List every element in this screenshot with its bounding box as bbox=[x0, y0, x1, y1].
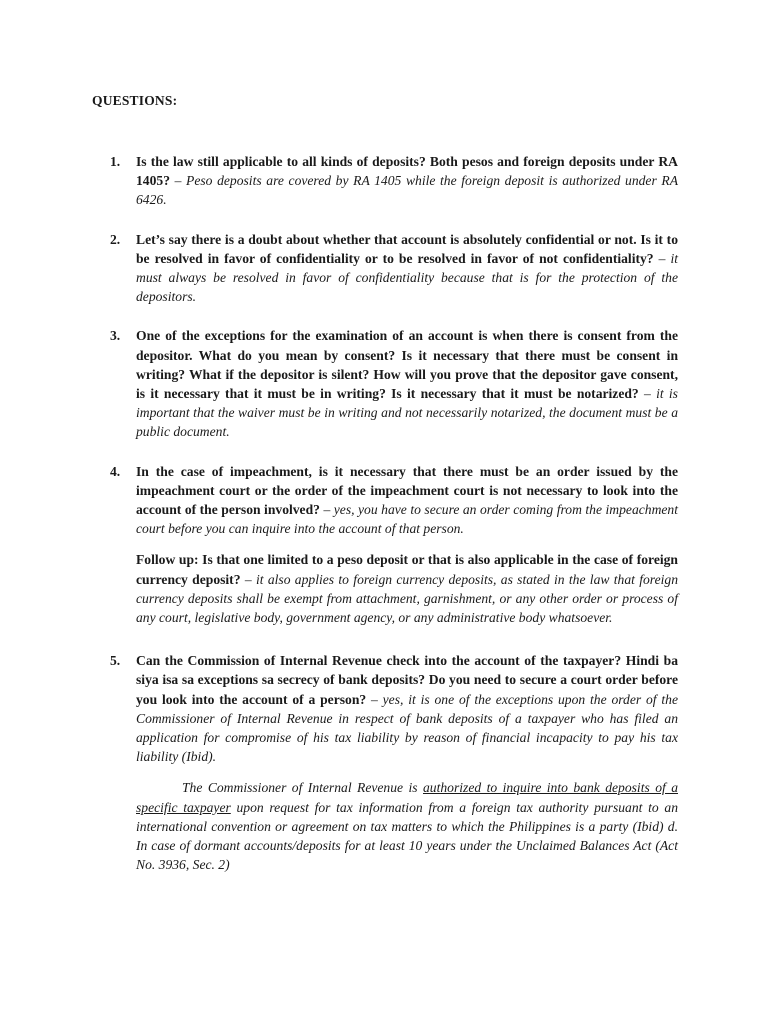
questions-list bbox=[110, 152, 678, 875]
question-text: In the case of impeachment, is it necessary that there must be an order issued by the impeachment court or the order of the impeachment court is not necessary to look into the account of the person involved? bbox=[136, 463, 678, 518]
paragraph-lead: The Commissioner of Internal Revenue is bbox=[182, 780, 423, 796]
question-number: 4. bbox=[110, 463, 121, 479]
question-text: One of the exceptions for the examination of an account is when there is consent from the depositor. What do you mean by consent? Is it necessary that there must be consent in writing? What if the depositor is silent? How will you prove that the depositor gave consent, is it necessary that it must be in writing? Is it necessary that it must be notarized? bbox=[136, 328, 678, 402]
question-number: 5. bbox=[110, 653, 121, 669]
question-number: 3. bbox=[110, 328, 121, 344]
paragraph-rest: upon request for tax information from a foreign tax authority pursuant to an international convention or agreement on tax matters to which the Philippines is a party (Ibid) d. In case of dormant accounts/deposits for at least 10 years under the Unclaimed Balances Act (Act No. 3936, Sec. 2) bbox=[136, 799, 678, 873]
question-item-5 bbox=[110, 651, 678, 874]
question-number: 2. bbox=[110, 231, 121, 247]
question-item-1 bbox=[110, 152, 678, 210]
question-item-3 bbox=[110, 326, 678, 441]
answer-text: – Peso deposits are covered by RA 1405 while the foreign deposit is authorized under RA 6426. bbox=[136, 173, 678, 208]
page-heading: QUESTIONS: bbox=[92, 93, 178, 108]
question-text: Is the law still applicable to all kinds of deposits? Both pesos and foreign deposits under RA 1405? bbox=[136, 154, 678, 189]
question-text: Let’s say there is a doubt about whether that account is absolutely confidential or not. Is it to be resolved in favor of confidentiality or to be resolved in favor of not confidentiality? bbox=[136, 231, 678, 266]
commissioner-paragraph bbox=[136, 778, 678, 874]
follow-up-answer: – it also applies to foreign currency deposits, as stated in the law that foreign currency deposits shall be exempt from attachment, garnishment, or any other order or process of any court, legislative body, government agency, or any administrative body whatsoever. bbox=[136, 571, 678, 626]
question-item-4 bbox=[110, 462, 678, 628]
answer-text: – it is important that the waiver must be in writing and not necessarily notarized, the document must be a public document. bbox=[136, 386, 678, 440]
answer-text: – yes, you have to secure an order coming from the impeachment court before you can inquire into the account of that person. bbox=[136, 502, 678, 537]
question-main-block bbox=[136, 651, 678, 766]
question-main-block bbox=[136, 462, 678, 539]
follow-up-block bbox=[136, 550, 678, 627]
follow-up-question: Follow up: Is that one limited to a peso deposit or that is also applicable in the case of foreign currency deposit? bbox=[136, 552, 678, 587]
underlined-phrase: authorized to inquire into bank deposits of a specific taxpayer bbox=[136, 780, 678, 815]
question-text: Can the Commission of Internal Revenue check into the account of the taxpayer? Hindi ba siya isa sa exceptions sa secrecy of bank deposits? Do you need to secure a court order before you look into the account of a person? bbox=[136, 653, 678, 707]
question-item-2 bbox=[110, 230, 678, 307]
question-number: 1. bbox=[110, 154, 121, 169]
answer-text: – it must always be resolved in favor of confidentiality because that is for the protection of the depositors. bbox=[136, 250, 679, 305]
answer-text: – yes, it is one of the exceptions upon the order of the Commissioner of Internal Revenue in respect of bank deposits of a taxpayer who has filed an application for compromise of his tax liability by reason of financial incapacity to pay his tax liability (Ibid). bbox=[136, 691, 679, 765]
